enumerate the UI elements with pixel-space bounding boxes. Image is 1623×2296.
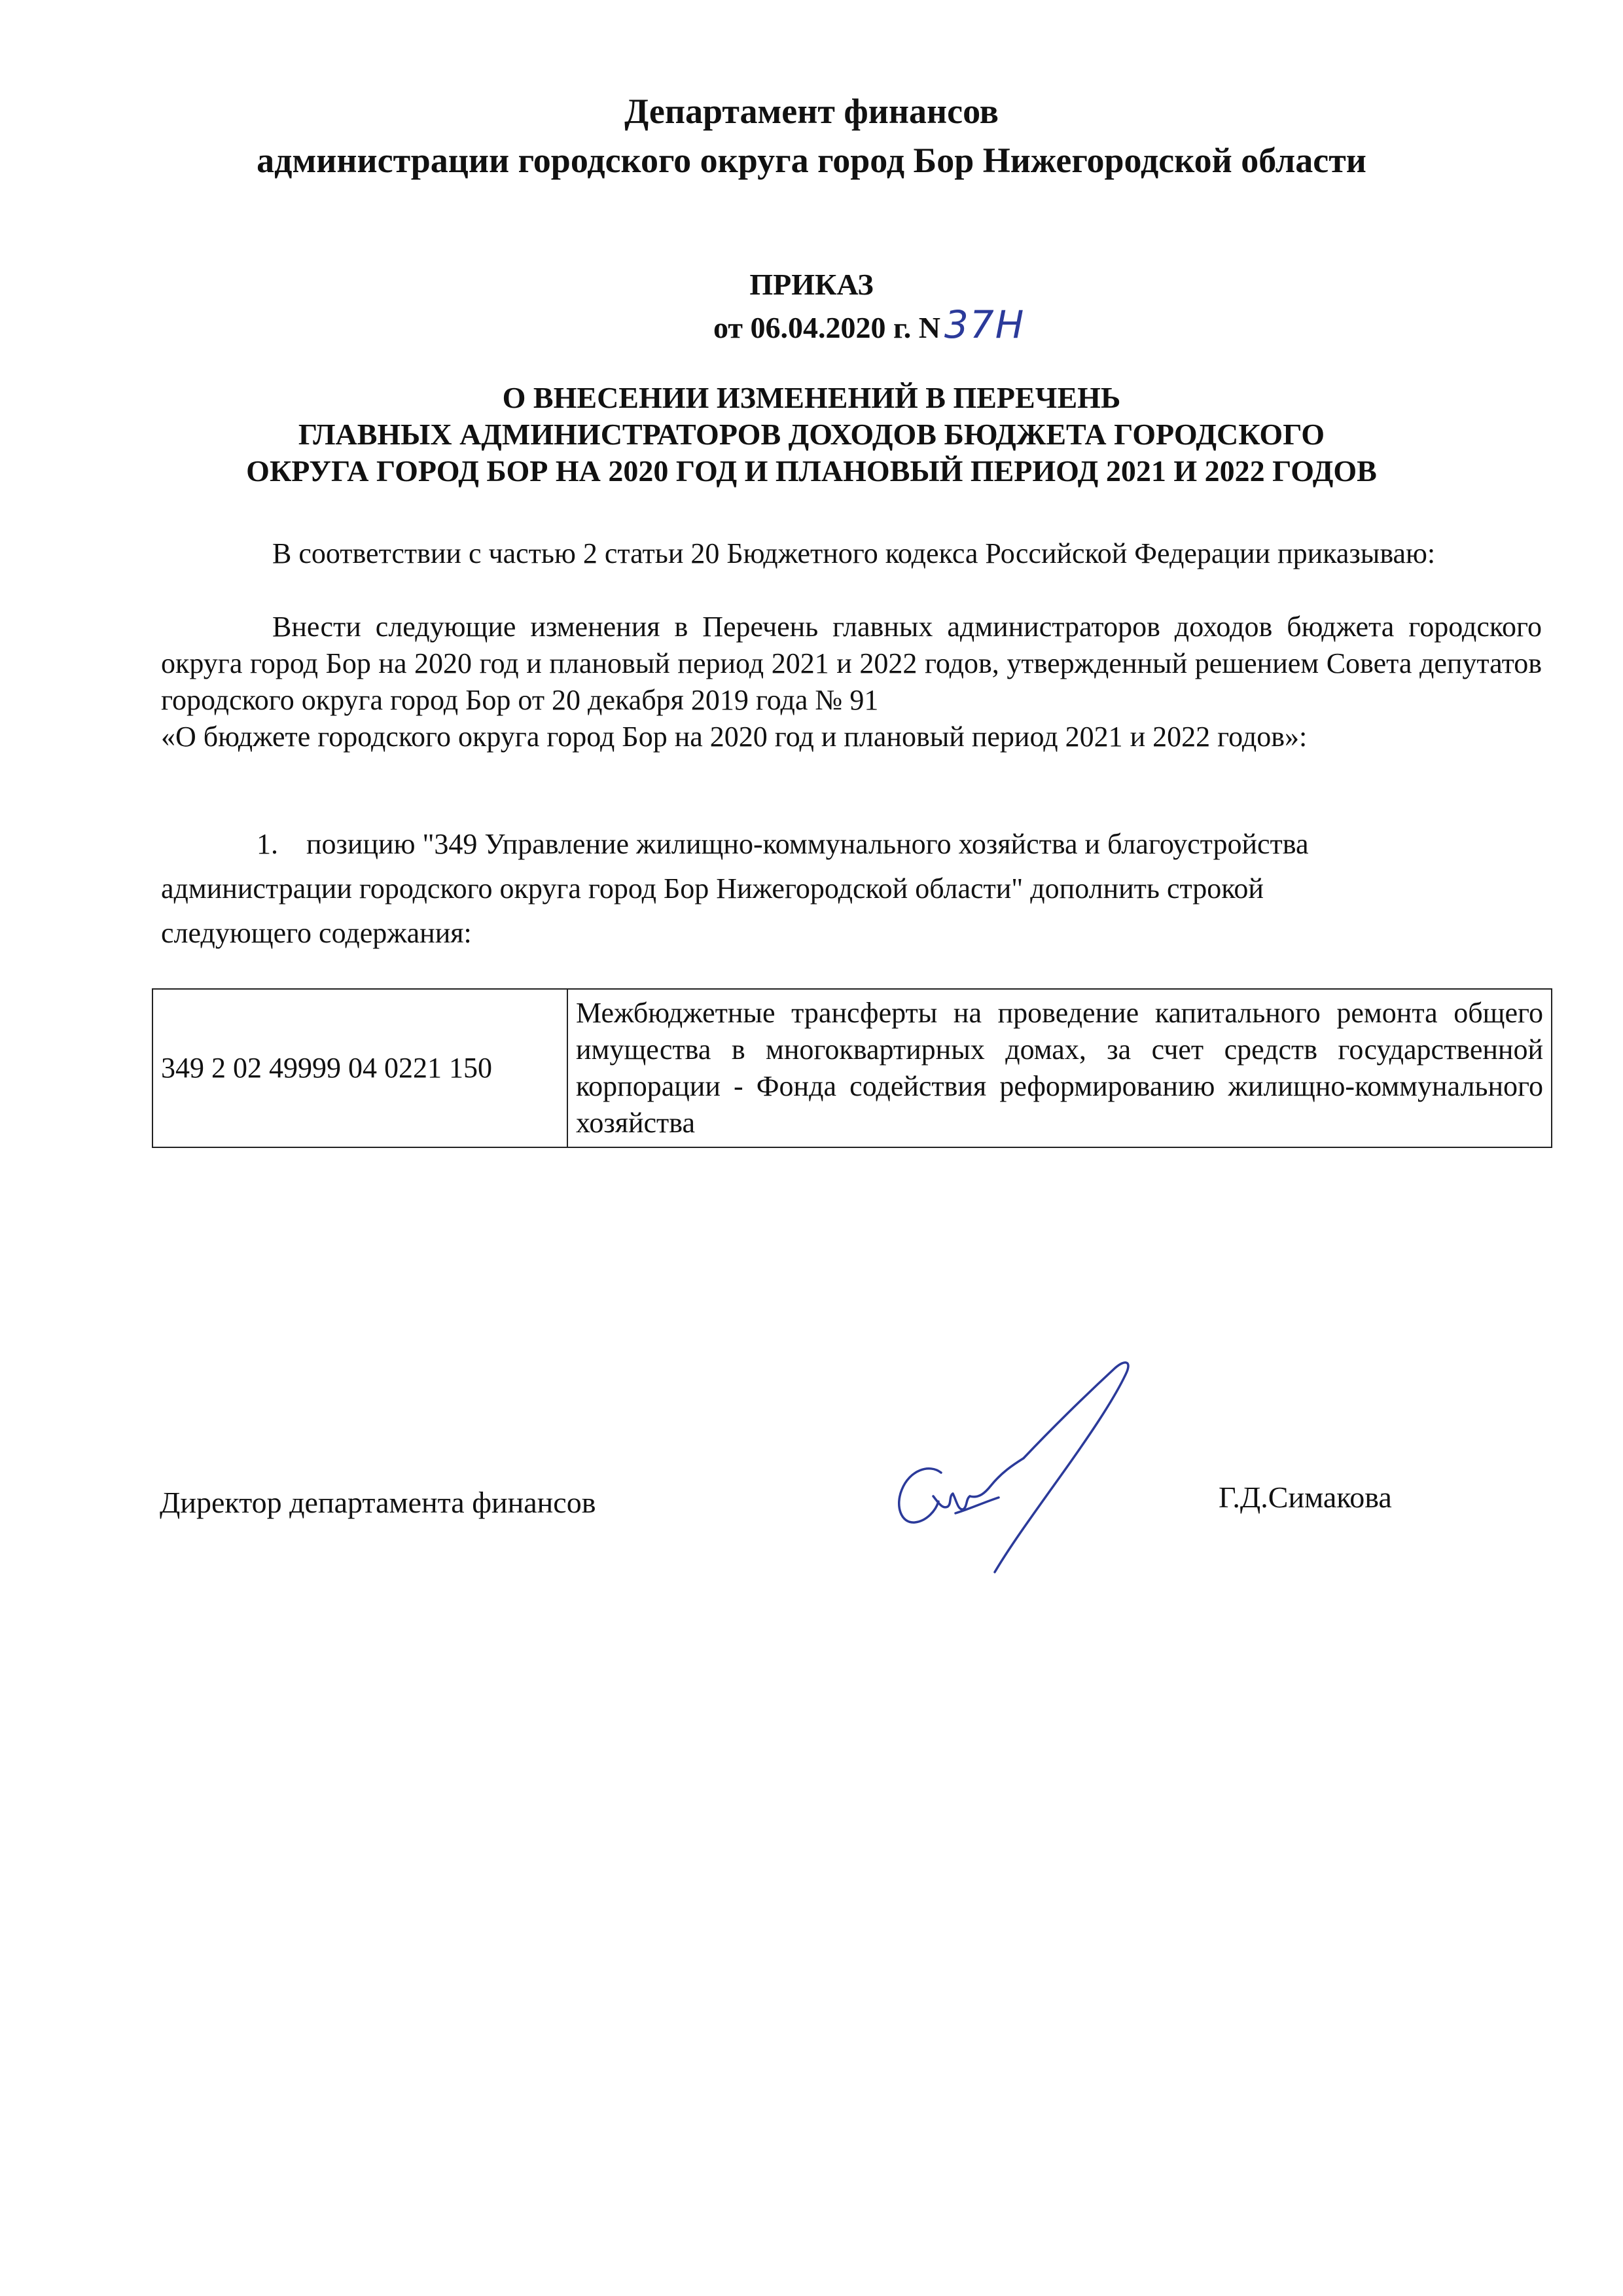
table-row	[152, 989, 1552, 1147]
handwritten-order-number: 37Н	[944, 302, 1026, 347]
administration-name: администрации городского округа город Бор Нижегородской области	[257, 141, 1366, 180]
amendment-text: Внести следующие изменения в Перечень главных администраторов доходов бюджета городского округа город Бор на 2020 год и плановый период 2021 и 2022 годов, утвержденный решением Совета депутатов городского округа город Бор от 20 декабря 2019 года № 91	[161, 611, 1542, 716]
amendment-text-continuation: «О бюджете городского округа город Бор на 2020 год и плановый период 2021 и 2022 годов»:	[161, 721, 1308, 753]
preamble-paragraph: В соответствии с частью 2 статьи 20 Бюджетного кодекса Российской Федерации приказываю:	[272, 537, 1436, 569]
list-item-line-3: следующего содержания:	[161, 917, 472, 949]
income-description-cell: Межбюджетные трансферты на проведение капитального ремонта общего имущества в многоквартирных домах, за счет средств государственной корпорации - Фонда содействия реформированию жилищно-коммунального хозяйства	[567, 989, 1552, 1147]
budget-code-cell: 349 2 02 49999 04 0221 150	[152, 989, 567, 1147]
order-title: ПРИКАЗ	[749, 268, 874, 301]
list-item-1	[161, 822, 1470, 956]
subject-line-3: ОКРУГА ГОРОД БОР НА 2020 ГОД И ПЛАНОВЫЙ ПЕРИОД 2021 И 2022 ГОДОВ	[246, 454, 1377, 488]
amendment-paragraph	[161, 609, 1542, 755]
order-date-number	[713, 302, 1026, 347]
signatory-role: Директор департамента финансов	[160, 1486, 596, 1519]
department-name: Департамент финансов	[624, 92, 999, 131]
list-item-line-2: администрации городского округа город Бор Нижегородской области" дополнить строкой	[161, 872, 1264, 905]
signatory-name: Г.Д.Симакова	[1219, 1480, 1392, 1514]
order-date-label: от 06.04.2020 г. N	[713, 311, 940, 344]
order-subject	[0, 380, 1623, 490]
income-codes-table	[152, 988, 1552, 1148]
subject-line-1: О ВНЕСЕНИИ ИЗМЕНЕНИЙ В ПЕРЕЧЕНЬ	[502, 381, 1121, 414]
list-item-line-1: позицию "349 Управление жилищно-коммунального хозяйства и благоустройства	[306, 828, 1309, 860]
handwritten-signature	[870, 1342, 1185, 1590]
list-item-number: 1.	[257, 828, 278, 860]
subject-line-2: ГЛАВНЫХ АДМИНИСТРАТОРОВ ДОХОДОВ БЮДЖЕТА ГОРОДСКОГО	[298, 418, 1325, 451]
